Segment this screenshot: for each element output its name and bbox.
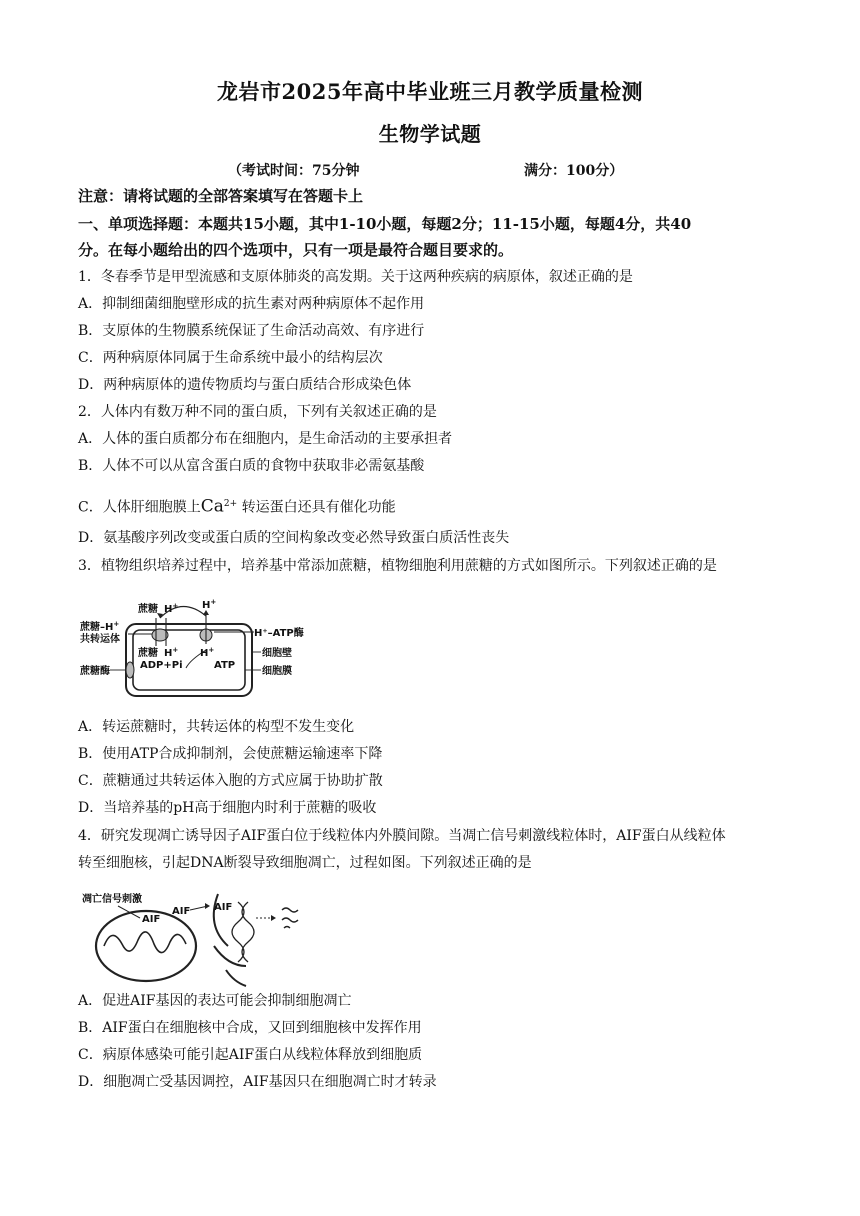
- fig1-cotransporter-text: 蔗糖–H: [80, 622, 114, 633]
- question-3-option-a: A．转运蔗糖时，共转运体的构型不发生变化: [78, 719, 355, 735]
- fig1-h-charge-4: +: [208, 646, 215, 654]
- fig2-aif-label-3: AIF: [214, 902, 233, 913]
- question-2-option-b: B．人体不可以从富含蛋白质的食物中获取非必需氨基酸: [78, 458, 425, 474]
- fig1-sucrase-label: 蔗糖酶: [80, 666, 110, 677]
- dna-helix: [232, 902, 254, 962]
- fig1-h-top-left: [164, 602, 178, 615]
- question-4-option-c: C．病原体感染可能引起AIF蛋白从线粒体释放到细胞质: [78, 1047, 423, 1063]
- fig1-h-charge: +: [172, 602, 179, 610]
- fig1-cell-membrane-label: 细胞膜: [262, 666, 292, 677]
- fig2-aif-label-2: AIF: [142, 914, 161, 925]
- fig1-cell-wall-label: 细胞壁: [262, 648, 292, 659]
- fig1-h-inside: [164, 646, 178, 659]
- question-2-option-c-prefix: C．人体肝细胞膜上: [78, 499, 201, 516]
- question-3-option-d: D．当培养基的pH高于细胞内时利于蔗糖的吸收: [78, 800, 377, 816]
- calcium-charge: 2+: [223, 499, 238, 509]
- question-4-option-b: B．AIF蛋白在细胞核中合成，又回到细胞核中发挥作用: [78, 1020, 422, 1036]
- fig1-h-label-2: H: [202, 600, 211, 611]
- exam-time: （考试时间：75分钟: [228, 163, 360, 179]
- fig1-h-inside-right: [200, 646, 214, 659]
- fig2-aif-label-1: AIF: [172, 906, 191, 917]
- question-3-stem: 3．植物组织培养过程中，培养基中常添加蔗糖，植物细胞利用蔗糖的方式如图所示。下列叙述正确的是: [78, 558, 717, 574]
- question-4-stem-line1: 4．研究发现凋亡诱导因子AIF蛋白位于线粒体内外膜间隙。当凋亡信号刺激线粒体时，AIF蛋白从线粒体: [78, 828, 726, 844]
- fig1-atpase-label: H⁺–ATP酶: [254, 628, 304, 639]
- exam-subtitle: 生物学试题: [378, 122, 482, 146]
- fig2-signal-label: 凋亡信号刺激: [82, 894, 142, 905]
- question-4-option-a: A．促进AIF基因的表达可能会抑制细胞凋亡: [78, 993, 352, 1009]
- calcium-ion: Ca: [200, 496, 224, 517]
- fig1-cotransporter-label-1: [80, 620, 119, 633]
- fig1-sucrose-inside: 蔗糖: [138, 648, 158, 659]
- question-3-option-b: B．使用ATP合成抑制剂，会使蔗糖运输速率下降: [78, 746, 383, 762]
- question-1-option-b: B．支原体的生物膜系统保证了生命活动高效、有序进行: [78, 323, 425, 339]
- sucrase-icon: [126, 662, 134, 678]
- question-1-option-c: C．两种病原体同属于生命系统中最小的结构层次: [78, 350, 383, 366]
- fig1-h-charge-3: +: [172, 646, 179, 654]
- question-1-option-a: A．抑制细菌细胞壁形成的抗生素对两种病原体不起作用: [78, 296, 425, 312]
- aif-apoptosis-figure: [78, 886, 308, 996]
- dna-fragments: [282, 908, 298, 928]
- exam-title: 龙岩市2025年高中毕业班三月教学质量检测: [217, 79, 643, 104]
- fig1-h-label-4: H: [200, 648, 209, 659]
- mitochondrion-cristae: [104, 932, 186, 953]
- question-4-option-d: D．细胞凋亡受基因调控，AIF基因只在细胞凋亡时才转录: [78, 1074, 437, 1090]
- question-3-option-c: C．蔗糖通过共转运体入胞的方式应属于协助扩散: [78, 773, 383, 789]
- fig1-h-label: H: [164, 604, 173, 615]
- question-2-option-c-suffix: 转运蛋白还具有催化功能: [237, 499, 396, 516]
- sucrose-transport-figure: [78, 594, 304, 704]
- question-2-option-c: [78, 494, 396, 518]
- section-heading-line1: 一、单项选择题：本题共15小题，其中1-10小题，每题2分；11-15小题，每题4分，共40: [78, 215, 692, 233]
- question-2-stem: 2．人体内有数万种不同的蛋白质，下列有关叙述正确的是: [78, 404, 437, 420]
- fig1-cotransporter-charge: +: [113, 620, 120, 628]
- fig1-atp-label: ATP: [214, 660, 236, 671]
- fig1-h-charge-2: +: [210, 598, 217, 606]
- fig1-adp-label: ADP+Pi: [140, 660, 183, 671]
- fig1-h-top-right: [202, 598, 216, 611]
- question-1-stem: 1．冬春季节是甲型流感和支原体肺炎的高发期。关于这两种疾病的病原体，叙述正确的是: [78, 269, 633, 285]
- question-2-option-a: A．人体的蛋白质都分布在细胞内，是生命活动的主要承担者: [78, 431, 453, 447]
- fig1-h-label-3: H: [164, 648, 173, 659]
- question-4-stem-line2: 转至细胞核，引起DNA断裂导致细胞凋亡，过程如图。下列叙述正确的是: [78, 855, 532, 871]
- section-heading-line2: 分。在每小题给出的四个选项中，只有一项是最符合题目要求的。: [78, 241, 514, 259]
- fig1-sucrose-top: 蔗糖: [138, 604, 158, 615]
- question-2-option-d: D．氨基酸序列改变或蛋白质的空间构象改变必然导致蛋白质活性丧失: [78, 530, 510, 546]
- question-1-option-d: D．两种病原体的遗传物质均与蛋白质结合形成染色体: [78, 377, 412, 393]
- notice: 注意：请将试题的全部答案填写在答题卡上: [78, 187, 364, 205]
- fig1-cotransporter-label-2: 共转运体: [80, 634, 120, 645]
- exam-score: 满分：100分）: [524, 163, 624, 179]
